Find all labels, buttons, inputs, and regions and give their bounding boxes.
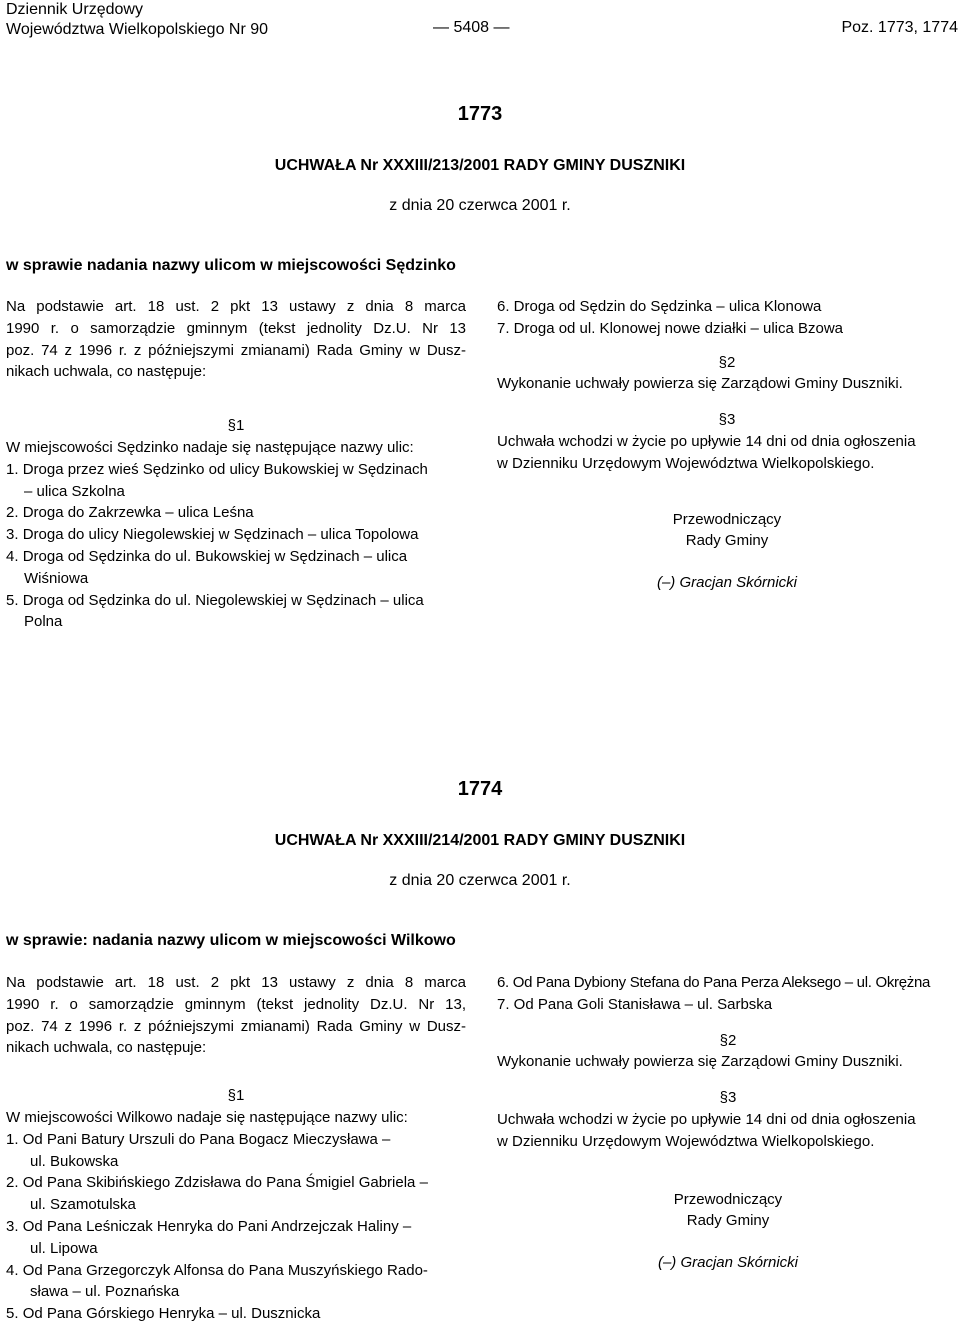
doc1-section-1: §1 [227,417,245,435]
doc1-section-3-line: w Dzienniku Urzędowym Województwa Wielkopolskiego. [497,454,875,472]
doc1-preamble-line: nikach uchwala, co następuje: [6,363,207,381]
journal-line-2: Województwa Wielkopolskiego Nr 90 [6,21,269,38]
doc2-item-cont: ul. Lipowa [30,1239,98,1257]
doc2-date: z dnia 20 czerwca 2001 r. [389,872,571,889]
doc1-title: UCHWAŁA Nr XXXIII/213/2001 RADY GMINY DUSZNIKI [274,157,686,174]
doc2-preamble-line: Na podstawie art. 18 ust. 2 pkt 13 ustawy z dnia 8 marca [6,974,466,991]
doc1-item: 7. Droga od ul. Klonowej nowe działki – ulica Bzowa [497,319,844,337]
doc2-preamble-line: 1990 r. o samorządzie gminnym (tekst jednolity Dz.U. Nr 13, [6,995,466,1013]
doc1-subject: w sprawie nadania nazwy ulicom w miejscowości Sędzinko [6,257,456,274]
doc2-signature-body: Rady Gminy [686,1212,770,1230]
doc2-preamble-line: poz. 74 z 1996 r. z późniejszymi zmianami) Rada Gminy w Dusz- [6,1017,466,1035]
doc1-item: 2. Droga do Zakrzewka – ulica Leśna [6,504,254,522]
doc1-preamble-line: Na podstawie art. 18 ust. 2 pkt 13 ustawy z dnia 8 marca [6,298,466,315]
doc2-item: 5. Od Pana Górskiego Henryka – ul. Dusznicka [6,1305,321,1323]
doc1-item: 3. Droga do ulicy Niegolewskiej w Sędzinach – ulica Topolowa [6,526,419,544]
doc2-signature-role: Przewodniczący [673,1190,783,1208]
doc1-section-3-line: Uchwała wchodzi w życie po upływie 14 dni od dnia ogłoszenia [497,432,916,450]
doc1-section-3: §3 [718,411,736,429]
doc2-signature-name: (–) Gracjan Skórnicki [657,1254,799,1272]
page-number: — 5408 — [433,19,510,36]
doc1-date: z dnia 20 czerwca 2001 r. [389,197,571,214]
doc2-title: UCHWAŁA Nr XXXIII/214/2001 RADY GMINY DUSZNIKI [274,832,686,849]
doc2-section-2-text: Wykonanie uchwały powierza się Zarządowi Gminy Duszniki. [497,1053,903,1071]
doc2-section-3-line: w Dzienniku Urzędowym Województwa Wielkopolskiego. [497,1132,875,1150]
doc1-section-1-intro: W miejscowości Sędzinko nadaje się następujące nazwy ulic: [6,438,414,456]
doc1-left-column [6,296,466,633]
doc2-item: 1. Od Pani Batury Urszuli do Pana Bogacz Mieczysława – [6,1130,391,1148]
doc2-item: 3. Od Pana Leśniczak Henryka do Pani Andrzejczak Haliny – [6,1217,412,1235]
doc1-item: 1. Droga przez wieś Sędzinko od ulicy Bukowskiej w Sędzinach [6,460,428,478]
doc1-item-cont: Polna [24,613,63,631]
doc2-item-cont: ul. Bukowska [30,1152,119,1170]
doc2-item: 6. Od Pana Dybiony Stefana do Pana Perza Aleksego – ul. Okrężna [497,974,931,991]
doc1-item-cont: – ulica Szkolna [24,482,125,500]
doc2-item-cont: ul. Szamotulska [30,1196,136,1214]
doc2-section-1: §1 [227,1087,245,1105]
doc2-item: 7. Od Pana Goli Stanisława – ul. Sarbska [497,995,773,1013]
doc1-preamble-line: 1990 r. o samorządzie gminnym (tekst jednolity Dz.U. Nr 13 [6,319,466,337]
doc1-signature-name: (–) Gracjan Skórnicki [656,574,798,592]
journal-line-1: Dziennik Urzędowy [6,1,143,18]
page-header [0,0,960,40]
doc1-section-2: §2 [718,353,736,371]
doc2-number: 1774 [457,778,503,800]
doc2-right-column [497,972,959,1274]
doc2-item: 2. Od Pana Skibińskiego Zdzisława do Pana Śmigiel Gabriela – [6,1174,428,1192]
doc2-section-2: §2 [719,1031,737,1049]
doc2-section-3-line: Uchwała wchodzi w życie po upływie 14 dni od dnia ogłoszenia [497,1110,916,1128]
doc2-item: 4. Od Pana Grzegorczyk Alfonsa do Pana Muszyńskiego Rado- [6,1261,428,1279]
doc2-section-1-intro: W miejscowości Wilkowo nadaje się następujące nazwy ulic: [6,1108,408,1126]
doc1-item: 5. Droga od Sędzinka do ul. Niegolewskiej w Sędzinach – ulica [6,591,424,609]
doc1-number: 1773 [457,103,503,125]
doc1-right-column [497,296,957,594]
doc2-left-column [6,972,466,1325]
journal-name [6,0,268,40]
doc1-item: 6. Droga od Sędzin do Sędzinka – ulica Klonowa [497,298,822,315]
doc2-preamble-line: nikach uchwala, co następuje: [6,1039,207,1057]
doc1-item-cont: Wiśniowa [24,569,89,587]
position-numbers: Poz. 1773, 1774 [841,19,958,36]
doc1-section-2-text: Wykonanie uchwały powierza się Zarządowi Gminy Duszniki. [497,375,903,393]
doc1-item: 4. Droga od Sędzinka do ul. Bukowskiej w Sędzinach – ulica [6,547,408,565]
doc1-signature-body: Rady Gminy [685,532,769,550]
doc2-section-3: §3 [719,1089,737,1107]
doc1-preamble-line: poz. 74 z 1996 r. z późniejszymi zmianami) Rada Gminy w Dusz- [6,341,466,359]
doc1-signature-role: Przewodniczący [672,510,782,528]
doc2-item-cont: sława – ul. Poznańska [30,1283,180,1301]
doc2-subject: w sprawie: nadania nazwy ulicom w miejscowości Wilkowo [6,932,456,949]
